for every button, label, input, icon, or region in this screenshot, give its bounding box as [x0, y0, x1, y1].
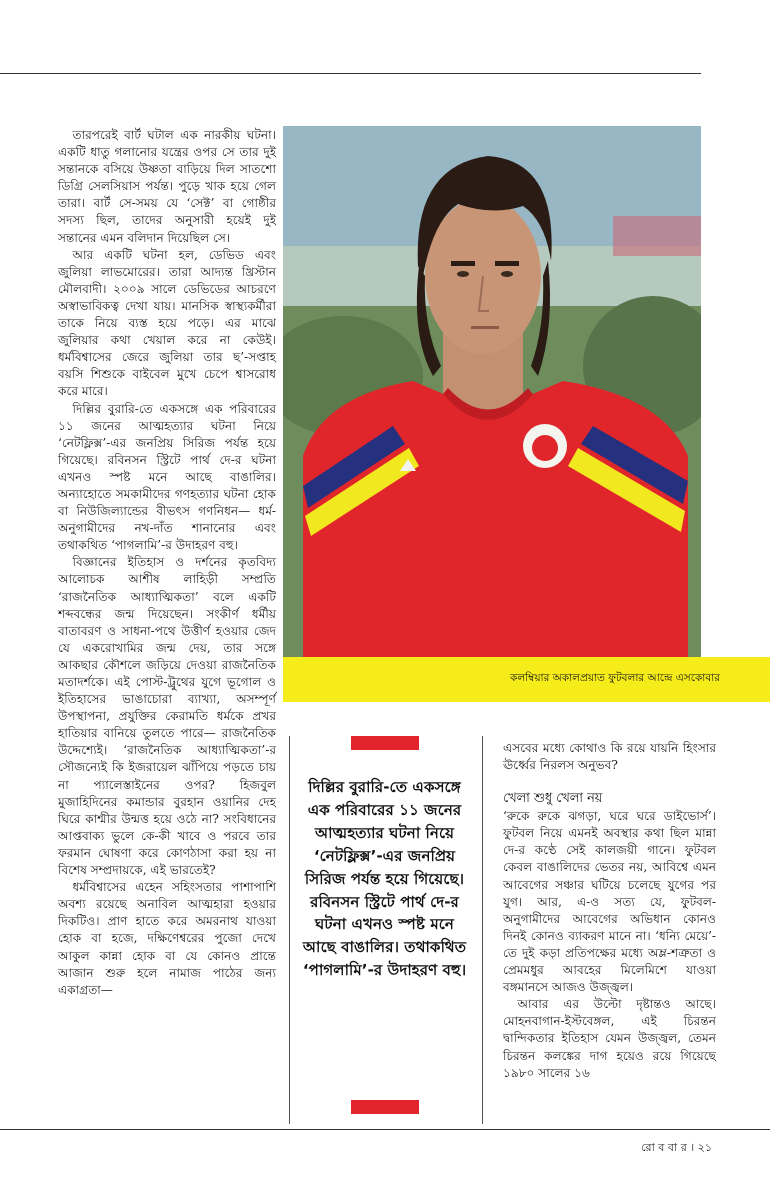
top-rule [0, 73, 701, 74]
caption-bar [283, 657, 770, 702]
player-photo [283, 126, 701, 657]
page-folio: রো ব বা র । ২১ [641, 1141, 712, 1154]
photo-caption: কলম্বিয়ার অকালপ্রয়াত ফুটবলার আন্দ্রে এসকোবার [509, 672, 720, 684]
body-paragraph: আর একটি ঘটনা হল, ডেভিড এবং জুলিয়া লাভমোরের। তারা আদ্যন্ত খ্রিস্টান মৌলবাদী। ২০০৯ সালে ডেভিডের আচরণে অস্বাভাবিকত্ব দেখা যায়। মানসিক স্বাস্থ্যকর্মীরা তাকে নিয়ে ব্যস্ত হয়ে পড়ে। এর মাঝে জুলিয়ার কথা খেয়াল করে না কেউই। ধর্মবিশ্বাসের জেরে জুলিয়া তার ছ’-সপ্তাহ বয়সি শিশুকে বাইবেল মুখে চেপে শ্বাসরোধ করে মারে। [58, 247, 276, 399]
accent-bar-bottom [351, 1100, 419, 1114]
body-paragraph: তারপরেই বার্ট ঘটাল এক নারকীয় ঘটনা। একটি ধাতু গলানোর যন্ত্রের ওপর সে তার দুই সন্তানকে বসিয়ে উষ্ণতা বাড়িয়ে দিল সাতশো ডিগ্রি সেলসিয়াস পর্যন্ত। পুড়ে খাক হয়ে গেল তারা। বার্ট সে-সময় যে ‘সেক্ট’ বা গোষ্ঠীর সদস্য ছিল, তাদের অনুসারী হয়েই দুই সন্তানের এমন বলিদান দিয়েছিল সে। [58, 128, 276, 245]
accent-bar-top [351, 736, 419, 750]
pullquote-right-rule [482, 736, 483, 1124]
body-paragraph: ধর্মবিশ্বাসের এহেন সহিংসতার পাশাপাশি অবশ্য রয়েছে অনাবিল আত্মহারা হওয়ার দিকটিও। প্রাণ হাতে করে অমরনাথ যাওয়া হোক বা হজে, দক্ষিণেশ্বরের পুজো দেখে আকুল কান্না হোক বা যে কোনও প্রান্তে আজান শুরু হলে নামাজ পাঠের জন্য একাগ্রতা— [58, 880, 276, 997]
body-paragraph: আবার এর উল্টো দৃষ্টান্তও আছে। মোহনবাগান-ইস্টবেঙ্গল, এই চিরন্তন দ্বান্দিকতার ইতিহাস যেমন উজ্জ্বল, তেমন চিরন্তন কলঙ্কের দাগ হয়েও রয়ে গিয়েছে ১৯৮০ সালের ১৬ [503, 997, 716, 1080]
body-paragraph: বিজ্ঞানের ইতিহাস ও দর্শনের কৃতবিদ্য আলোচক আশীষ লাহিড়ী সম্প্রতি ‘রাজনৈতিক আধ্যাত্মিকতা’ বলে একটি শব্দবন্ধের জন্ম দিয়েছেন। সংকীর্ণ ধর্মীয় বাতাবরণ ও সাধনা-পথে উত্তীর্ণ হওয়ার জেদ যে একরোখামির জন্ম দেয়, তার সঙ্গে আকছার কৌশলে জড়িয়ে দেওয়া রাজনৈতিক মতাদর্শকে। এই পোস্ট-ট্রুথের যুগে ভূগোল ও ইতিহাসের ভাঙাচোরা ব্যাখ্যা, অসম্পূর্ণ উপস্থাপনা, প্রযুক্তির কেরামতি ধর্মকে প্রখর হাতিয়ার বানিয়ে তুলতে পারে— রাজনৈতিক উদ্দেশ্যেই। ‘রাজনৈতিক আধ্যাত্মিকতা’-র সৌজন্যেই কি ইজরায়েল ঝাঁপিয়ে পড়তে চায় না প্যালেস্তাইনের ওপর? হিজবুল মুজাহিদিনের কমান্ডার বুরহান ওয়ানির দেহ ঘিরে কাশ্মীর উন্মত্ত হয়ে ওঠে না? সংবিধানের আপ্তবাক্য ভুলে কে-কী খাবে ও পরবে তার ফরমান ঘোষণা করে কোণঠাসা করা হয় না বিশেষ সম্প্রদায়কে, এই ভারতেই? [58, 555, 276, 878]
left-column [58, 127, 276, 999]
right-column [503, 740, 716, 1082]
pull-quote-box [299, 736, 470, 1114]
section-subheading: খেলা শুধু খেলা নয় [503, 791, 603, 807]
player-illustration [283, 126, 701, 657]
body-paragraph: ‘রুকে রুকে ঝগড়া, ঘরে ঘরে ডাইভোর্স’। ফুটবল নিয়ে এমনই অবস্থার কথা ছিল মান্না দে-র কণ্ঠে সেই কালজয়ী গানে। ফুটবল কেবল বাঙালিদের ভেতর নয়, আবিশ্বে এমন আবেগের সঞ্চার ঘটিয়ে চলেছে যুগের পর যুগ। আর, এ-ও সত্য যে, ফুটবল-অনুগামীদের আবেগের অভিধান কোনও দিনই কোনও ব্যাকরণ মানে না। ‘ধন্যি মেয়ে’-তে দুই কড়া প্রতিপক্ষের মধ্যে অম্ল-শত্রুতা ও প্রেমমধুর আবহের মিলেমিশে যাওয়া বঙ্গমানসে আজও উজ্জ্বল। [503, 809, 716, 995]
body-paragraph: এসবের মধ্যে কোথাও কি রয়ে যায়নি হিংসার ঊর্ধ্বের নিরলস অনুভব? [503, 741, 716, 773]
body-paragraph: দিল্লির বুরারি-তে একসঙ্গে এক পরিবারের ১১ জনের আত্মহত্যার ঘটনা নিয়ে ‘নেটফ্লিক্স’-এর জনপ্রিয় সিরিজ পর্যন্ত হয়ে গিয়েছে। রবিনসন স্ট্রিটে পার্থ দে-র ঘটনা এখনও স্পষ্ট মনে আছে বাঙালির। অন্যাহোতে সমকামীদের গণহত্যার ঘটনা হোক বা নিউজিল্যান্ডের বীভৎস গণনিধন— ধর্ম-অনুগামীদের নখ-দাঁত শানানোর এবং তথাকথিত ‘পাগলামি’-র উদাহরণ বহু। [58, 401, 276, 553]
bottom-rule [0, 1129, 770, 1130]
pullquote-left-rule [289, 736, 290, 1124]
pull-quote: দিল্লির বুরারি-তে একসঙ্গে এক পরিবারের ১১ জনের আত্মহত্যার ঘটনা নিয়ে ‘নেটফ্লিক্স’-এর জনপ্রিয় সিরিজ পর্যন্ত হয়ে গিয়েছে। রবিনসন স্ট্রিটে পার্থ দে-র ঘটনা এখনও স্পষ্ট মনে আছে বাঙালির। তথাকথিত ‘পাগলামি’-র উদাহরণ বহু। [302, 778, 467, 980]
